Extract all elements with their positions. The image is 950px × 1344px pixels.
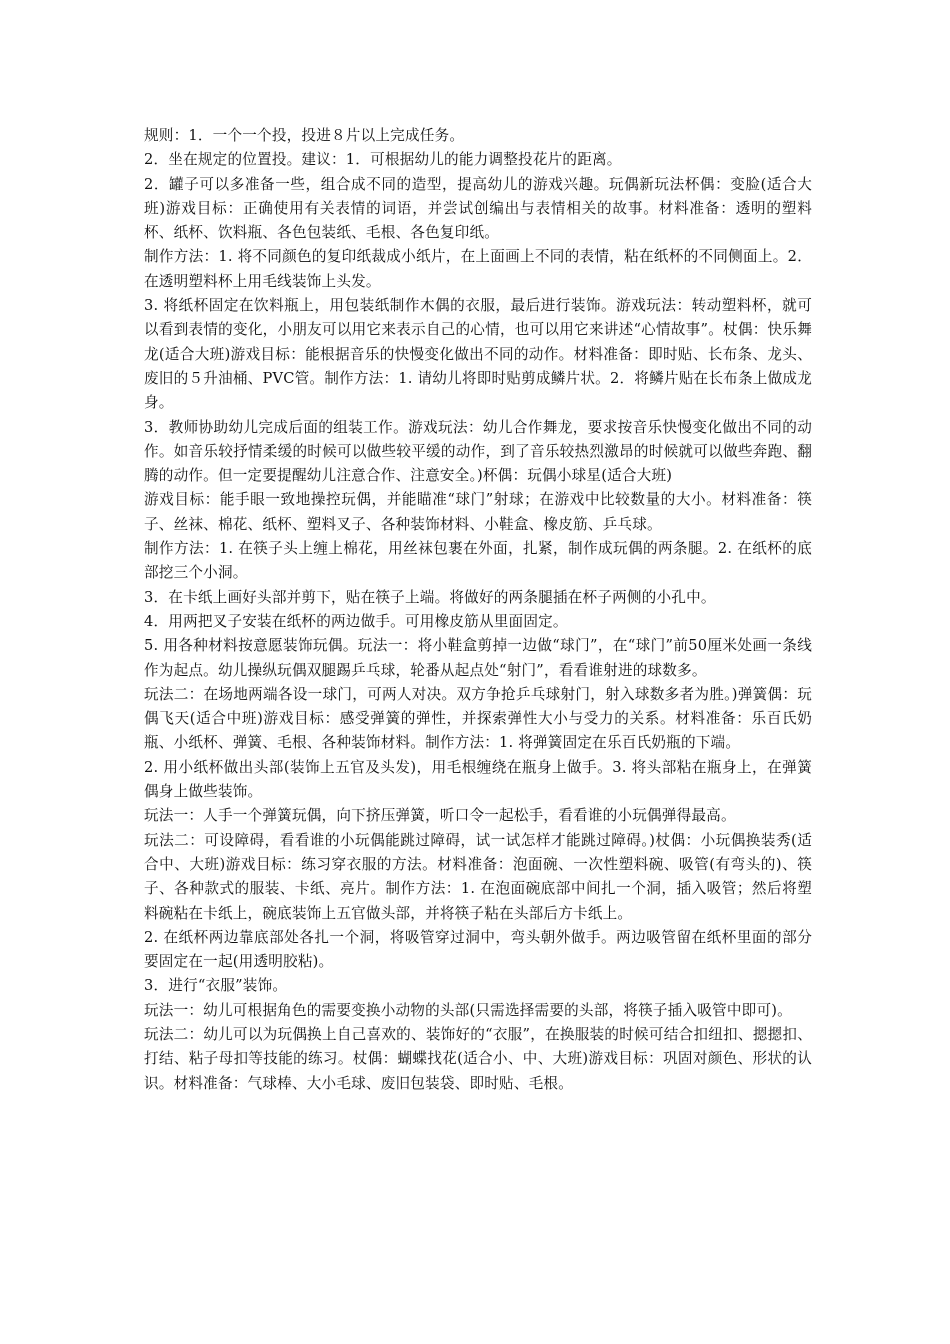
paragraph-spring-doll: 玩法二：在场地两端各设一球门，可两人对决。双方争抢乒乓球射门，射入球数多者为胜。)弹簧偶：玩偶飞天(适合中班)游戏目标：感受弹簧的弹性，并探索弹性大小与受力的关系。材料准备：乐百氏奶瓶、小纸杯、弹簧、毛根、各种装饰材料。制作方法：1. 将弹簧固定在乐百氏奶瓶的下端。 [144,685,812,752]
paragraph-ball-star-step3: 3．在卡纸上画好头部并剪下，贴在筷子上端。将做好的两条腿插在杯子两侧的小孔中。 [144,588,716,606]
paragraph-dragon-play: 3．教师协助幼儿完成后面的组装工作。游戏玩法：幼儿合作舞龙，要求按音乐快慢变化做出不同的动作。如音乐较抒情柔缓的时候可以做些较平缓的动作，到了音乐较热烈激昂的时候就可以做些奔跑、翻腾的动作。但一定要提醒幼儿注意合作、注意安全。)杯偶：玩偶小球星(适合大班) [144,418,812,485]
paragraph-dress-up-play2: 玩法二：幼儿可以为玩偶换上自己喜欢的、装饰好的“衣服”，在换服装的时候可结合扣纽扣、摁摁扣、打结、粘子母扣等技能的练习。杖偶：蝴蝶找花(适合小、中、大班)游戏目标：巩固对颜色、形状的认识。材料准备：气球棒、大小毛球、废旧包装袋、即时贴、毛根。 [144,1025,812,1092]
paragraph-ball-star-play1: 5. 用各种材料按意愿装饰玩偶。玩法一：将小鞋盒剪掉一边做“球门”，在“球门”前50厘米处画一条线作为起点。幼儿操纵玩偶双腿踢乒乓球，轮番从起点处“射门”，看看谁射进的球数多。 [144,637,812,679]
paragraph-spring-play1: 玩法一：人手一个弹簧玩偶，向下挤压弹簧，听口令一起松手，看看谁的小玩偶弹得最高。 [144,807,736,825]
paragraph-ball-star-method: 制作方法：1. 在筷子头上缠上棉花，用丝袜包裹在外面，扎紧，制作成玩偶的两条腿。2. 在纸杯的底部挖三个小洞。 [144,540,812,582]
paragraph-cup-face-method: 制作方法：1. 将不同颜色的复印纸裁成小纸片，在上面画上不同的表情，粘在纸杯的不同侧面上。2．在透明塑料杯上用毛线装饰上头发。 [144,248,812,290]
paragraph-dress-up-step3: 3．进行“衣服”装饰。 [144,977,288,995]
paragraph-dress-up-step2: 2. 在纸杯两边靠底部处各扎一个洞，将吸管穿过洞中，弯头朝外做手。两边吸管留在纸杯里面的部分要固定在一起(用透明胶粘)。 [144,928,812,971]
paragraph-ball-star-goal: 游戏目标：能手眼一致地操控玩偶，并能瞄准“球门”射球；在游戏中比较数量的大小。材料准备：筷子、丝袜、棉花、纸杯、塑料叉子、各种装饰材料、小鞋盒、橡皮筋、乒乓球。 [144,491,812,533]
paragraph-rules: 规则：1．一个一个投，投进８片以上完成任务。 [144,127,465,144]
paragraph-dress-up-play1: 玩法一：幼儿可根据角色的需要变换小动物的头部(只需选择需要的头部，将筷子插入吸管中即可)。 [144,1001,792,1019]
paragraph-spring-doll-method: 2. 用小纸杯做出头部(装饰上五官及头发)，用毛根缠绕在瓶身上做手。3. 将头部粘在瓶身上，在弹簧偶身上做些装饰。 [144,758,812,801]
paragraph-dragon-dance: 3. 将纸杯固定在饮料瓶上，用包装纸制作木偶的衣服，最后进行装饰。游戏玩法：转动塑料杯，就可以看到表情的变化，小朋友可以用它来表示自己的心情，也可以用它来讲述“心情故事”。杖偶：快乐舞龙(适合大班)游戏目标：能根据音乐的快慢变化做出不同的动作。材料准备：即时贴、长布条、龙头、废旧的５升油桶、PVC管。制作方法：1. 请幼儿将即时贴剪成鳞片状。2．将鳞片贴在长布条上做成龙身。 [144,297,812,412]
paragraph-suggestion: 2．坐在规定的位置投。建议：1．可根据幼儿的能力调整投花片的距离。 [144,151,622,169]
paragraph-ball-star-step4: 4．用两把叉子安装在纸杯的两边做手。可用橡皮筋从里面固定。 [144,612,568,630]
paragraph-cup-face: 2．罐子可以多准备一些，组合成不同的造型，提高幼儿的游戏兴趣。玩偶新玩法杯偶：变脸(适合大班)游戏目标：正确使用有关表情的词语，并尝试创编出与表情相关的故事。材料准备：透明的塑料杯、纸杯、饮料瓶、各色包装纸、毛根、各色复印纸。 [144,175,812,242]
paragraph-dress-up: 玩法二：可设障碍，看看谁的小玩偶能跳过障碍，试一试怎样才能跳过障碍。)杖偶：小玩偶换装秀(适合中、大班)游戏目标：练习穿衣服的方法。材料准备：泡面碗、一次性塑料碗、吸管(有弯头的)、筷子、各种款式的服装、卡纸、亮片。制作方法：1. 在泡面碗底部中间扎一个洞，插入吸管；然后将塑料碗粘在卡纸上，碗底装饰上五官做头部，并将筷子粘在头部后方卡纸上。 [144,831,812,922]
document-page [144,124,812,1096]
